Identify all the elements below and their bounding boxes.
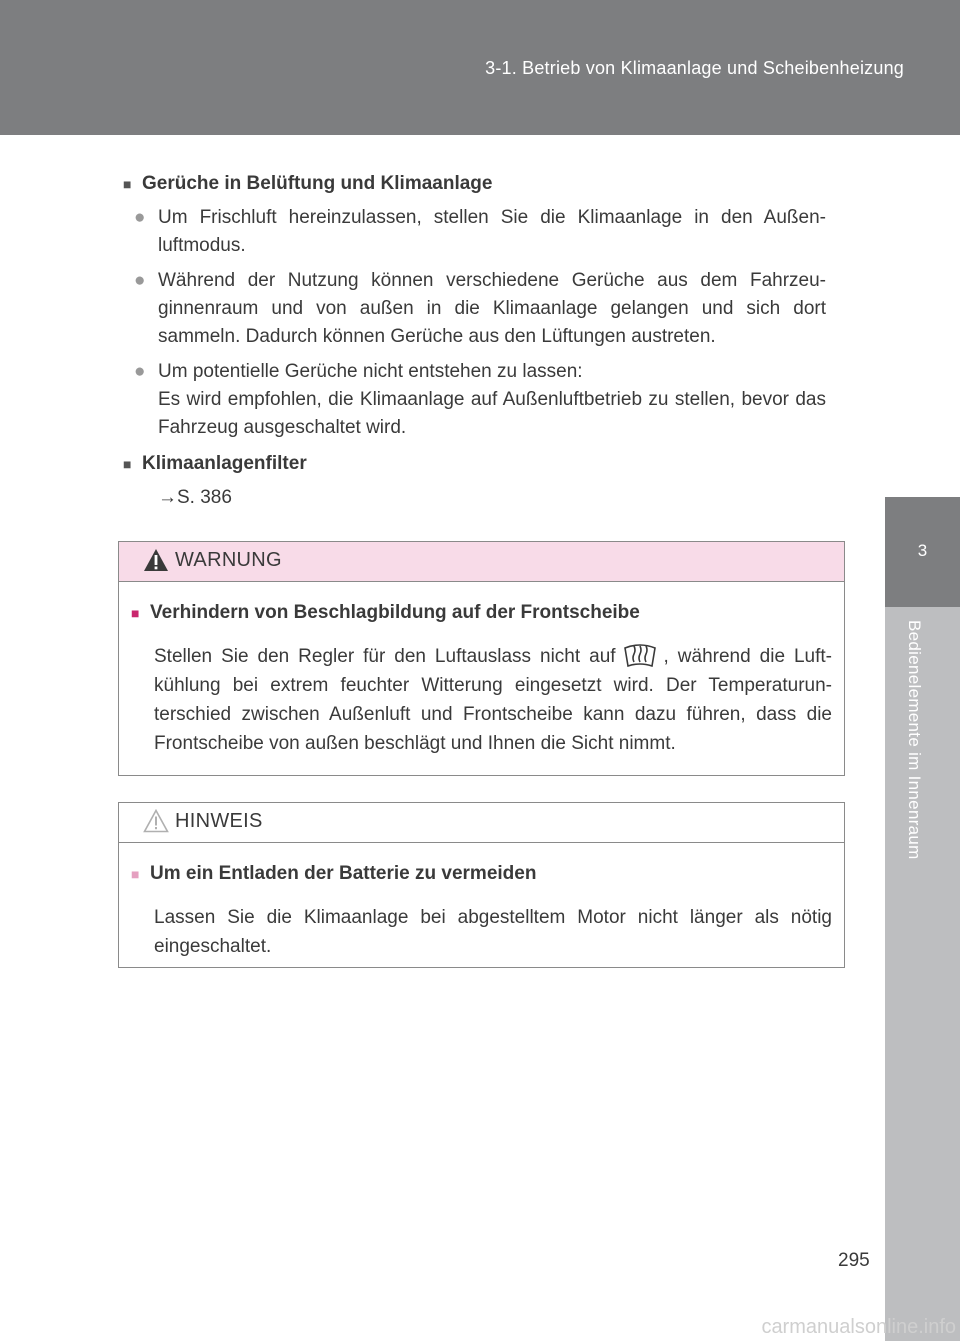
chapter-label: Bedienelemente im Innenraum (905, 620, 924, 860)
warning-text: Stellen Sie den Regler für den Luftauslass nicht auf , während die Luft-kühlung bei extrem feuchter Witterung eingesetzt wird. Der Temperaturun-terschied zwischen Außenluft und Frontscheibe kann dazu führen, dass die Frontscheibe von außen beschlägt und Ihnen die Sicht nimmt. (131, 642, 832, 758)
hint-label: HINWEIS (175, 810, 263, 832)
warning-triangle-icon (143, 548, 169, 572)
warning-body (119, 582, 844, 780)
warning-label: WARNUNG (175, 549, 282, 571)
square-bullet-icon: ■ (131, 605, 140, 621)
page-number: 295 (838, 1250, 870, 1271)
circle-bullet-icon: ● (134, 361, 146, 382)
page-header (0, 0, 960, 135)
windshield-defrost-icon (622, 642, 658, 668)
circle-bullet-icon: ● (134, 207, 146, 228)
bullet-item: ● Während der Nutzung können verschiedene Gerüche aus dem Fahrzeu-ginnenraum und von außen in die Klimaanlage gelangen und sich dort sammeln. Dadurch können Gerüche aus den Lüftungen austreten. (123, 267, 826, 351)
square-bullet-icon: ■ (123, 176, 132, 192)
section-heading-odors: ■ Gerüche in Belüftung und Klimaanlage (123, 170, 826, 198)
square-bullet-icon: ■ (131, 866, 140, 882)
chapter-tab (885, 497, 960, 607)
caution-triangle-icon (143, 809, 169, 833)
section-heading-filter: ■ Klimaanlagenfilter (123, 450, 826, 478)
watermark: carmanualsonline.info (761, 1316, 956, 1338)
hint-body (119, 843, 844, 983)
bullet-item: ● Um Frischluft hereinzulassen, stellen Sie die Klimaanlage in den Außen-luftmodus. (123, 204, 826, 260)
warning-header (119, 542, 844, 582)
main-content (123, 170, 826, 518)
circle-bullet-icon: ● (134, 270, 146, 291)
square-bullet-icon: ■ (123, 456, 132, 472)
chapter-title: 3-1. Betrieb von Klimaanlage und Scheibenheizung (485, 58, 904, 78)
warning-heading: ■ Verhindern von Beschlagbildung auf der Frontscheibe (131, 598, 832, 628)
hint-text: Lassen Sie die Klimaanlage bei abgestelltem Motor nicht länger als nötig eingeschaltet. (154, 907, 832, 957)
hint-box (118, 802, 845, 968)
hint-heading: ■ Um ein Entladen der Batterie zu vermeiden (131, 859, 832, 889)
chapter-number: 3 (917, 541, 928, 560)
bullet-item: ● Um potentielle Gerüche nicht entstehen zu lassen: Es wird empfohlen, die Klimaanlage auf Außenluftbetrieb zu stellen, bevor das Fahrzeug ausgeschaltet wird. (123, 358, 826, 442)
hint-header (119, 803, 844, 843)
warning-box (118, 541, 845, 776)
page-reference-link[interactable]: →S. 386 (158, 487, 232, 508)
